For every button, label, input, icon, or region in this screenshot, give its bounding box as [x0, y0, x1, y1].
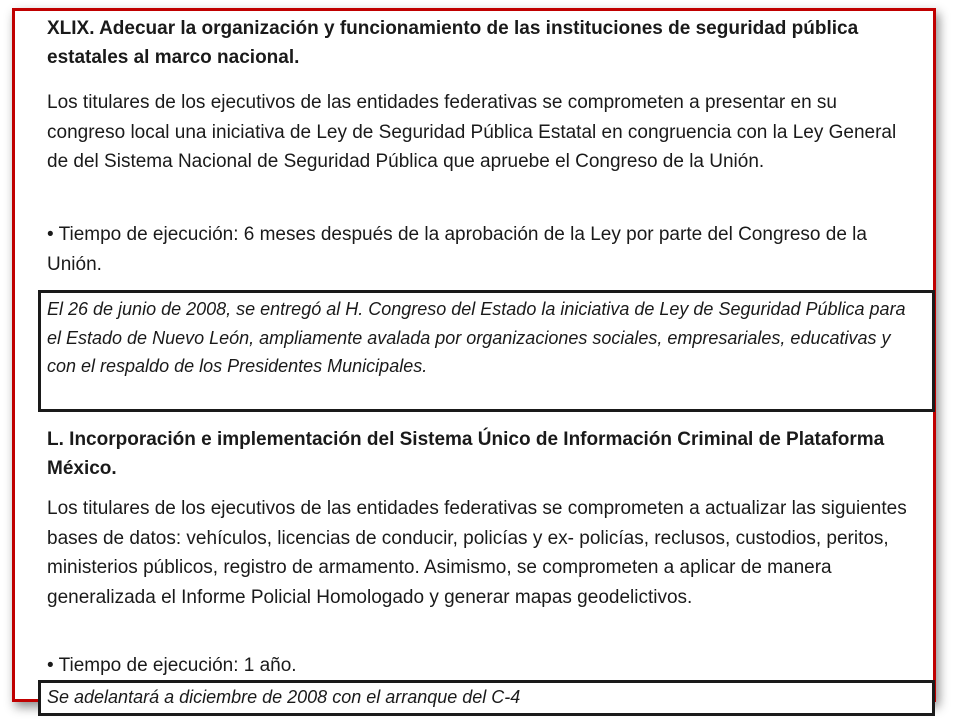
section-l-heading: L. Incorporación e implementación del Sistema Único de Información Criminal de Plataforma México.	[47, 429, 885, 479]
section-xlix-note-box	[38, 290, 935, 412]
section-l-note-box	[38, 680, 935, 716]
section-xlix-note: El 26 de junio de 2008, se entregó al H. Congreso del Estado la iniciativa de Ley de Seguridad Pública para el Estado de Nuevo León, ampliamente avalada por organizaciones sociales, empresariales, educativas y con el respaldo de los Presidentes Municipales.	[47, 299, 906, 376]
section-l-note: Se adelantará a diciembre de 2008 con el arranque del C-4	[47, 687, 521, 707]
section-xlix-timeline: • Tiempo de ejecución: 6 meses después de la aprobación de la Ley por parte del Congreso de la Unión.	[47, 224, 867, 275]
section-l-timeline: • Tiempo de ejecución: 1 año.	[47, 655, 297, 676]
section-l-body: Los titulares de los ejecutivos de las entidades federativas se comprometen a actualizar las siguientes bases de datos: vehículos, licencias de conducir, policías y ex- policías, reclusos, custodios, peritos, ministerios públicos, registro de armamento. Asimismo, se comprometen a aplicar de manera generalizada el Informe Policial Homologado y generar mapas geodelictivos.	[47, 498, 907, 608]
section-xlix-heading: XLIX. Adecuar la organización y funcionamiento de las instituciones de seguridad pública estatales al marco nacional.	[47, 18, 859, 68]
section-xlix-body: Los titulares de los ejecutivos de las entidades federativas se comprometen a presentar en su congreso local una iniciativa de Ley de Seguridad Pública Estatal en congruencia con la Ley General de del Sistema Nacional de Seguridad Pública que apruebe el Congreso de la Unión.	[47, 92, 897, 172]
